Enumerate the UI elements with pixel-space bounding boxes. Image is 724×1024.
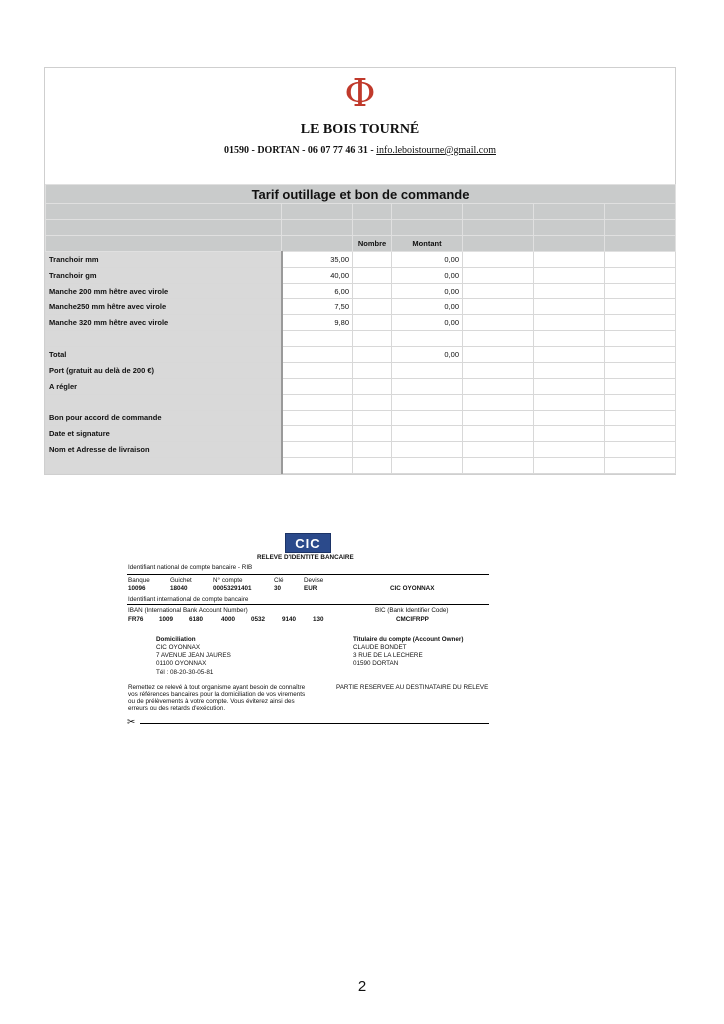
company-contact (45, 145, 675, 156)
col-montant-header: Montant (392, 236, 463, 252)
email-link[interactable]: info.leboistourne@gmail.com (376, 145, 496, 156)
date-signature-label: Date et signature (46, 426, 282, 442)
titulaire-line: 3 RUE DE LA LECHERE (353, 652, 423, 659)
titulaire-header: Titulaire du compte (Account Owner) (353, 636, 464, 643)
cut-line (140, 723, 489, 724)
iban-label: IBAN (International Bank Account Number) (128, 607, 248, 614)
item-amount: 0,00 (392, 283, 463, 299)
item-amount: 0,00 (392, 315, 463, 331)
item-quantity[interactable] (353, 267, 392, 283)
item-price: 9,80 (282, 315, 353, 331)
scissors-icon: ✂ (127, 717, 136, 728)
iban-part: 130 (313, 616, 324, 623)
letterhead (45, 68, 675, 184)
accord-label: Bon pour accord de commande (46, 410, 282, 426)
item-label: Manche 320 mm hêtre avec virole (46, 315, 282, 331)
item-label: Manche250 mm hêtre avec virole (46, 299, 282, 315)
item-label: Manche 200 mm hêtre avec virole (46, 283, 282, 299)
item-amount: 0,00 (392, 267, 463, 283)
table-row (46, 267, 676, 283)
total-row (46, 347, 676, 363)
domiciliation-line: 01100 OYONNAX (156, 660, 207, 667)
bank-name: CIC OYONNAX (390, 585, 435, 592)
table-row (46, 283, 676, 299)
iban-part: 1009 (159, 616, 174, 623)
bic-label: BIC (Bank Identifier Code) (375, 607, 449, 614)
company-name: LE BOIS TOURNÉ (300, 122, 420, 137)
divider (127, 604, 489, 605)
banque-header: Banque (128, 577, 150, 584)
compte-number: 00053291401 (213, 585, 252, 592)
item-price: 6,00 (282, 283, 353, 299)
notice-line: ou de prélèvements à votre compte. Vous éviterez ainsi des (128, 698, 295, 705)
tariff-title: Tarif outillage et bon de commande (46, 185, 676, 204)
item-price: 40,00 (282, 267, 353, 283)
notice-line: vos références bancaires pour la domiciliation de vos virements (128, 691, 306, 698)
devise: EUR (304, 585, 318, 592)
cle-rib: 30 (274, 585, 282, 592)
table-row (46, 299, 676, 315)
phi-logo-icon: Φ (344, 71, 376, 115)
bic-code: CMCIFRPP (396, 616, 429, 623)
item-amount: 0,00 (392, 251, 463, 267)
domiciliation-line: Tél : 08-20-30-05-81 (156, 669, 214, 676)
iban-part: FR76 (128, 616, 144, 623)
table-row (46, 251, 676, 267)
page-number: 2 (357, 978, 367, 995)
order-sheet (44, 67, 676, 475)
rib-title: RELEVE D'IDENTITE BANCAIRE (257, 554, 354, 561)
iban-part: 6180 (189, 616, 204, 623)
cic-logo (285, 533, 331, 553)
rib-slip (127, 533, 489, 733)
item-label: Tranchoir gm (46, 267, 282, 283)
port-label: Port (gratuit au delà de 200 €) (46, 362, 282, 378)
item-quantity[interactable] (353, 299, 392, 315)
divider (127, 574, 489, 575)
total-amount: 0,00 (392, 347, 463, 363)
contact-line: 01590 - DORTAN - 06 07 77 46 31 - (224, 145, 377, 156)
cle-header: Clé (274, 577, 284, 584)
intl-label: Identifiant international de compte bancaire (128, 596, 249, 603)
cic-logo-text: CIC (295, 535, 321, 551)
notice-line: Remettez ce relevé à tout organisme ayant besoin de connaître (128, 684, 306, 691)
iban-part: 0532 (251, 616, 266, 623)
item-price: 35,00 (282, 251, 353, 267)
compte-header: N° compte (213, 577, 243, 584)
iban-part: 4000 (221, 616, 236, 623)
rib-national-label: Identifiant national de compte bancaire - RIB (128, 564, 253, 571)
banque-code: 10096 (128, 585, 146, 592)
col-nombre-header: Nombre (353, 236, 392, 252)
item-quantity[interactable] (353, 251, 392, 267)
devise-header: Devise (304, 577, 324, 584)
notice-line: erreurs ou des retards d'exécution. (128, 705, 226, 712)
total-label: Total (46, 347, 282, 363)
iban-part: 9140 (282, 616, 297, 623)
guichet-code: 18040 (170, 585, 188, 592)
domiciliation-header: Domiciliation (156, 636, 196, 643)
delivery-address-label: Nom et Adresse de livraison (46, 442, 282, 458)
domiciliation-line: 7 AVENUE JEAN JAURES (156, 652, 231, 659)
item-label: Tranchoir mm (46, 251, 282, 267)
domiciliation-line: CIC OYONNAX (156, 644, 201, 651)
titulaire-line: CLAUDE BONDET (353, 644, 407, 651)
titulaire-line: 01590 DORTAN (353, 660, 399, 667)
tariff-table (45, 184, 676, 474)
table-row (46, 315, 676, 331)
a-regler-label: A régler (46, 378, 282, 394)
reserved-label: PARTIE RESERVEE AU DESTINATAIRE DU RELEVE (336, 684, 489, 691)
item-amount: 0,00 (392, 299, 463, 315)
item-quantity[interactable] (353, 283, 392, 299)
item-quantity[interactable] (353, 315, 392, 331)
item-price: 7,50 (282, 299, 353, 315)
guichet-header: Guichet (170, 577, 192, 584)
